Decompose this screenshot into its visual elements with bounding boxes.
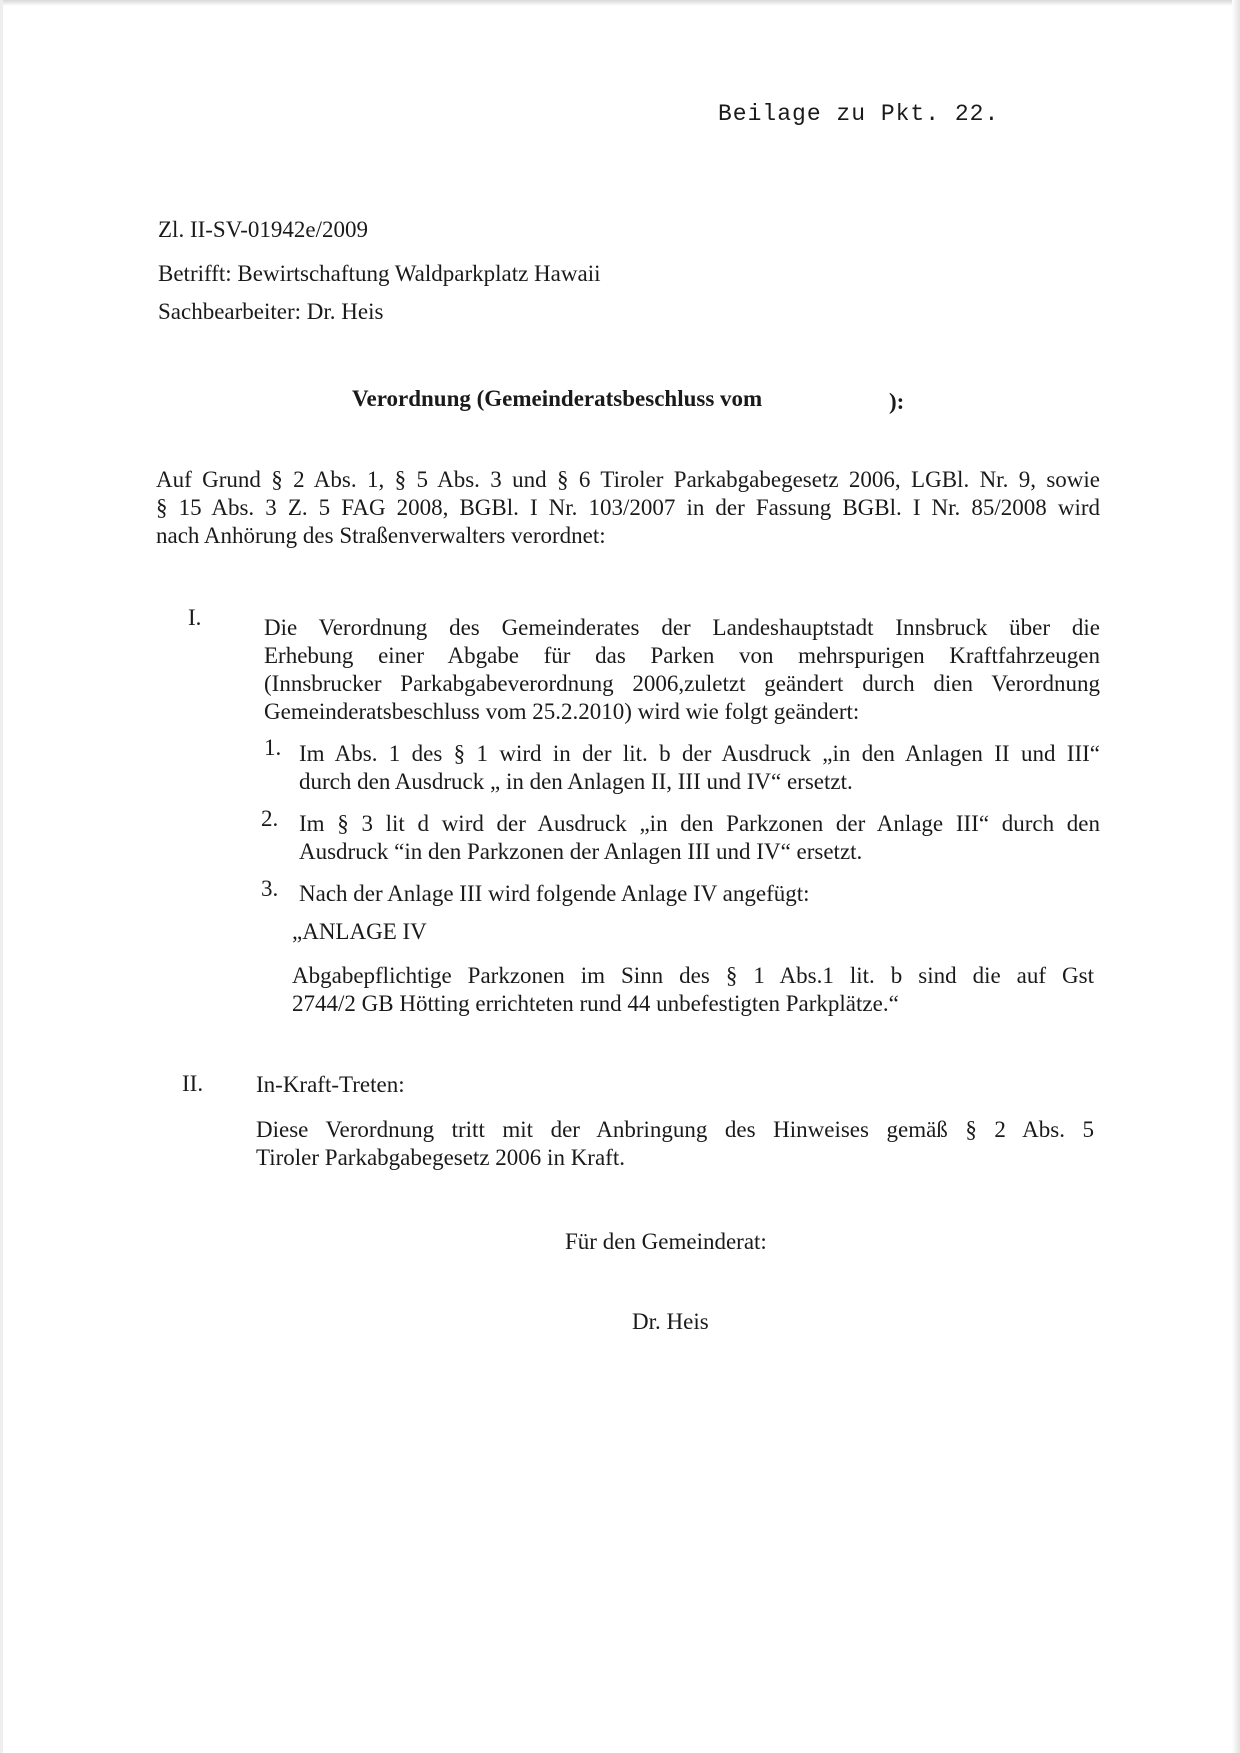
item-1-line: Im Abs. 1 des § 1 wird in der lit. b der Ausdruck „in den Anlagen II und III“ xyxy=(299,741,1100,766)
signatory-name: Dr. Heis xyxy=(632,1309,709,1334)
preamble-line: nach Anhörung des Straßenverwalters verordnet: xyxy=(156,523,606,548)
signature-label: Für den Gemeinderat: xyxy=(565,1229,767,1254)
scan-edge-left xyxy=(0,0,3,1753)
preamble-line: § 15 Abs. 3 Z. 5 FAG 2008, BGBl. I Nr. 103/2007 in der Fassung BGBl. I Nr. 85/2008 wird xyxy=(156,495,1100,520)
scan-edge-top xyxy=(0,0,1240,6)
section-numeral-2: II. xyxy=(182,1071,204,1096)
item-3-text: Nach der Anlage III wird folgende Anlage IV angefügt: xyxy=(299,881,810,906)
scan-edge-right xyxy=(1232,0,1240,1753)
section1-intro-line: Gemeinderatsbeschluss vom 25.2.2010) wird wie folgt geändert: xyxy=(264,699,860,724)
ordinance-title: Verordnung (Gemeinderatsbeschluss vom xyxy=(352,386,763,411)
section1-intro-line: Die Verordnung des Gemeinderates der Landeshauptstadt Innsbruck über die xyxy=(264,615,1100,640)
section2-line: Diese Verordnung tritt mit der Anbringung des Hinweises gemäß § 2 Abs. 5 xyxy=(256,1117,1094,1142)
annex-text xyxy=(292,962,1094,1018)
case-officer: Sachbearbeiter: Dr. Heis xyxy=(158,299,384,324)
item-number-3: 3. xyxy=(261,876,279,901)
section1-intro-line: (Innsbrucker Parkabgabeverordnung 2006,zuletzt geändert durch dien Verordnung xyxy=(264,671,1100,696)
file-number: Zl. II-SV-01942e/2009 xyxy=(158,217,368,242)
preamble-line: Auf Grund § 2 Abs. 1, § 5 Abs. 3 und § 6 Tiroler Parkabgabegesetz 2006, LGBl. Nr. 9, sowie xyxy=(156,467,1100,492)
section2-line: Tiroler Parkabgabegesetz 2006 in Kraft. xyxy=(256,1145,625,1170)
item-2-line: Im § 3 lit d wird der Ausdruck „in den Parkzonen der Anlage III“ durch den xyxy=(299,811,1100,836)
subject-line: Betrifft: Bewirtschaftung Waldparkplatz Hawaii xyxy=(158,261,601,286)
annex-line: 2744/2 GB Hötting errichteten rund 44 unbefestigten Parkplätze.“ xyxy=(292,991,899,1016)
attachment-reference: Beilage zu Pkt. 22. xyxy=(718,101,1000,127)
item-number-2: 2. xyxy=(261,806,279,831)
item-2-text xyxy=(299,810,1100,866)
section1-intro-line: Erhebung einer Abgabe für das Parken von mehrspurigen Kraftfahrzeugen xyxy=(264,643,1100,668)
item-1-text xyxy=(299,740,1100,796)
section-numeral-1: I. xyxy=(188,605,202,630)
item-2-line: Ausdruck “in den Parkzonen der Anlagen III und IV“ ersetzt. xyxy=(299,839,863,864)
preamble xyxy=(156,466,1100,550)
section1-intro xyxy=(264,614,1100,726)
annex-title: „ANLAGE IV xyxy=(292,919,427,944)
ordinance-title-close: ): xyxy=(889,389,905,414)
annex-line: Abgabepflichtige Parkzonen im Sinn des § 1 Abs.1 lit. b sind die auf Gst xyxy=(292,963,1094,988)
section2-text xyxy=(256,1116,1094,1172)
item-1-line: durch den Ausdruck „ in den Anlagen II, III und IV“ ersetzt. xyxy=(299,769,853,794)
section2-heading: In-Kraft-Treten: xyxy=(256,1072,405,1097)
item-number-1: 1. xyxy=(264,735,282,760)
